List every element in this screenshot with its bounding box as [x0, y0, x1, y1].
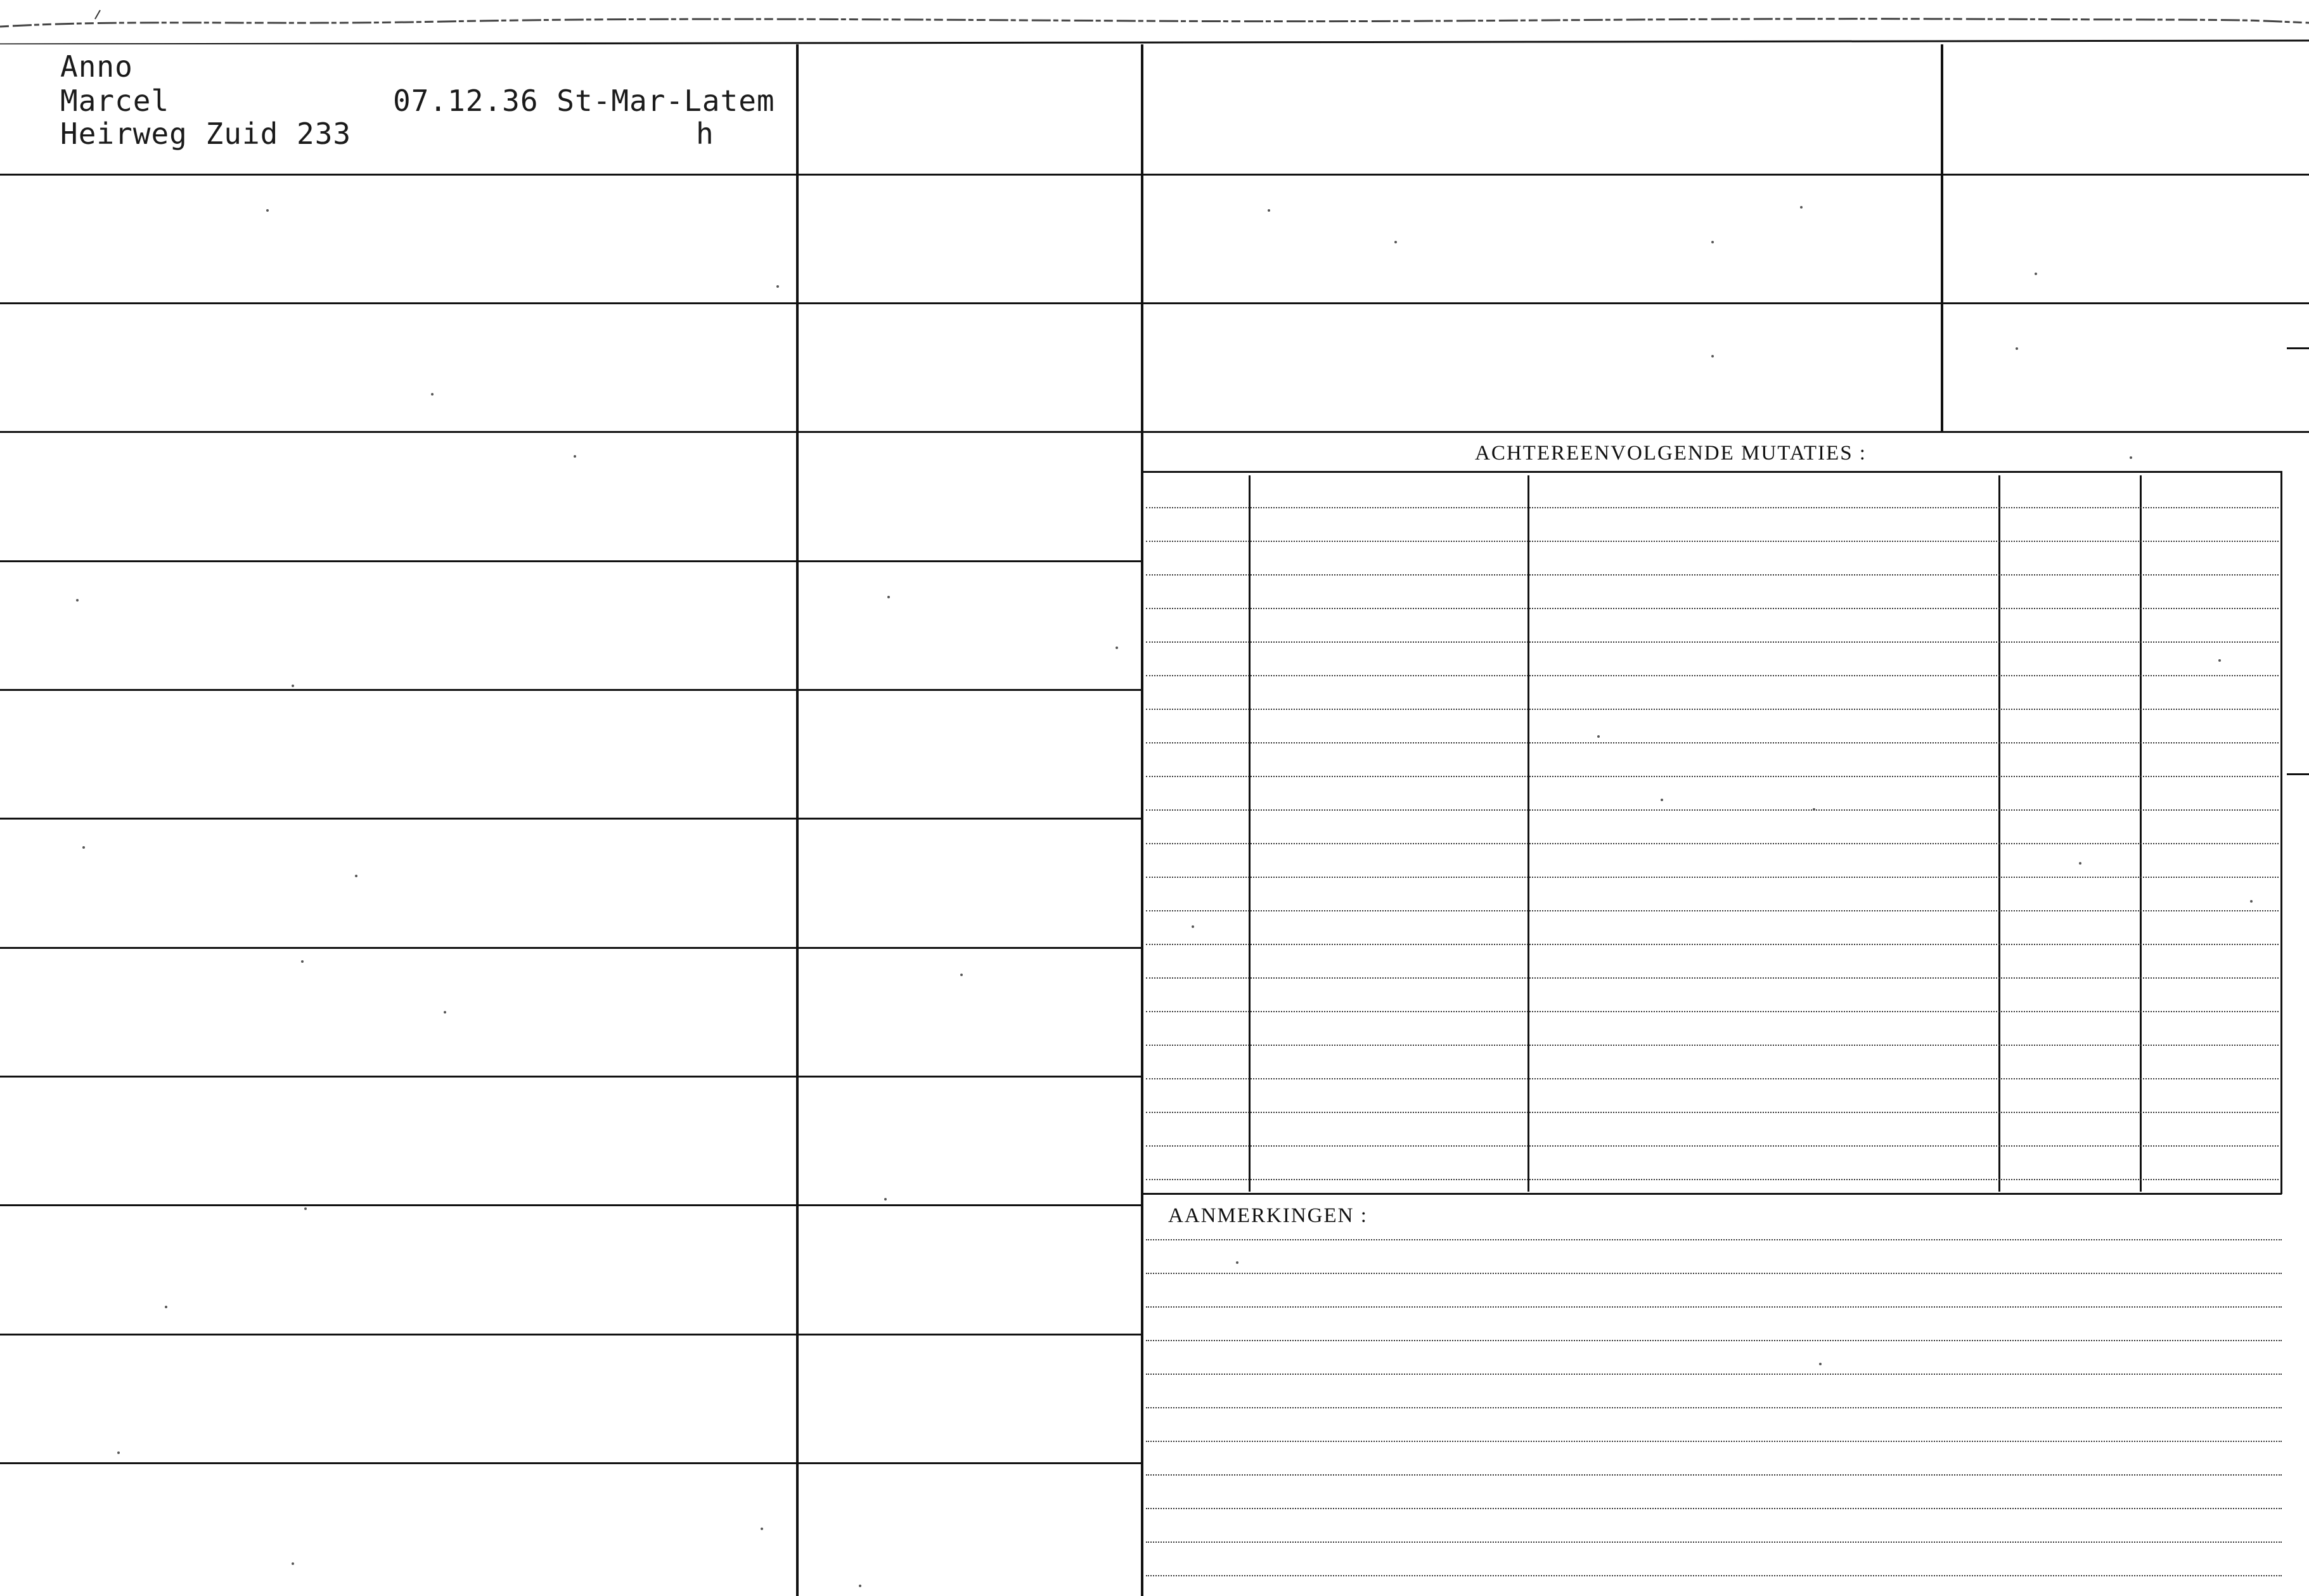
remarks-dotted-rule	[1146, 1508, 2282, 1509]
scan-speck	[884, 1198, 887, 1200]
scan-speck	[1711, 241, 1714, 243]
column-line	[2280, 471, 2282, 1194]
scan-speck	[574, 455, 576, 458]
scan-speck	[859, 1585, 861, 1587]
mutations-dotted-rule	[1146, 1078, 2279, 1079]
mutations-dotted-rule	[1146, 1011, 2279, 1012]
scan-speck	[301, 960, 304, 963]
mutations-dotted-rule	[1146, 977, 2279, 979]
remarks-dotted-rule	[1146, 1541, 2282, 1543]
row-line	[0, 1204, 796, 1206]
mutations-dotted-rule	[1146, 1179, 2279, 1180]
remarks-dotted-rule	[1146, 1239, 2282, 1240]
scan-speck	[444, 1011, 446, 1014]
row-line	[0, 818, 796, 820]
row-line	[797, 1462, 1141, 1464]
scan-speck	[82, 846, 85, 849]
mutations-dotted-rule	[1146, 574, 2279, 576]
scan-speck	[761, 1528, 763, 1530]
first-name-text: Marcel	[60, 84, 170, 118]
row-line	[0, 689, 796, 691]
remarks-dotted-rule	[1146, 1575, 2282, 1576]
mutations-dotted-rule	[1146, 541, 2279, 542]
surname-text: Anno	[60, 49, 133, 84]
remarks-dotted-rule	[1146, 1407, 2282, 1408]
mutations-column-line	[1249, 475, 1251, 1192]
scan-speck	[76, 599, 79, 602]
column-line	[1941, 44, 1943, 433]
scan-speck	[776, 285, 779, 288]
row-line	[0, 1462, 796, 1464]
scan-speck	[355, 875, 357, 877]
scan-speck	[2016, 347, 2018, 350]
column-line	[796, 44, 799, 1596]
scan-speck	[1661, 799, 1663, 801]
mutations-dotted-rule	[1146, 709, 2279, 710]
remarks-heading: AANMERKINGEN :	[1168, 1204, 1368, 1227]
row-line	[0, 1076, 796, 1078]
mutations-heading: ACHTEREENVOLGENDE MUTATIES :	[1475, 442, 1867, 465]
row-line	[1142, 302, 2309, 304]
row-line	[797, 1204, 1141, 1206]
scan-speck	[1597, 735, 1600, 738]
scan-speck	[1116, 647, 1118, 649]
row-line	[797, 947, 1141, 949]
row-line	[0, 560, 796, 562]
row-line	[797, 689, 1141, 691]
mutations-dotted-rule	[1146, 944, 2279, 945]
row-line	[797, 302, 1141, 304]
mutations-dotted-rule	[1146, 1112, 2279, 1113]
row-line	[797, 174, 1141, 176]
scan-speck	[1236, 1261, 1238, 1264]
mutations-dotted-rule	[1146, 877, 2279, 878]
row-line	[1142, 431, 2309, 433]
margin-tick	[2287, 347, 2309, 349]
mutations-dotted-rule	[1146, 641, 2279, 643]
mutations-dotted-rule	[1146, 843, 2279, 844]
remarks-dotted-rule	[1146, 1474, 2282, 1476]
scan-speck	[887, 596, 890, 598]
scan-speck	[2130, 456, 2132, 459]
scan-speck	[1813, 808, 1815, 811]
row-line	[797, 1076, 1141, 1078]
mutations-top-line	[1142, 471, 2282, 473]
mutations-bottom-line	[1142, 1193, 2282, 1195]
scan-speck	[1192, 925, 1194, 928]
mutations-dotted-rule	[1146, 675, 2279, 676]
mutations-dotted-rule	[1146, 507, 2279, 508]
remarks-dotted-rule	[1146, 1306, 2282, 1308]
mutations-dotted-rule	[1146, 809, 2279, 811]
row-line	[1142, 174, 2309, 176]
mutations-column-line	[2140, 475, 2142, 1192]
row-line	[797, 818, 1141, 820]
street-address-text: Heirweg Zuid 233	[60, 117, 352, 151]
remarks-dotted-rule	[1146, 1273, 2282, 1274]
margin-tick	[2287, 773, 2309, 775]
scan-speck	[1819, 1363, 1822, 1365]
scan-speck	[117, 1451, 120, 1454]
scan-speck	[292, 685, 294, 687]
scan-speck	[2218, 659, 2221, 662]
scan-speck	[960, 974, 963, 976]
remarks-dotted-rule	[1146, 1340, 2282, 1341]
scan-speck	[165, 1306, 167, 1308]
marker-text: h	[696, 117, 714, 151]
column-line	[1141, 44, 1143, 1596]
scan-speck	[2079, 862, 2081, 865]
scan-edge	[0, 0, 2309, 44]
scan-speck	[292, 1562, 294, 1565]
mutations-dotted-rule	[1146, 742, 2279, 743]
row-line	[0, 302, 796, 304]
scan-speck	[1711, 355, 1714, 357]
scan-speck	[2035, 273, 2037, 275]
mutations-dotted-rule	[1146, 1045, 2279, 1046]
scan-speck	[2250, 900, 2253, 903]
row-line	[0, 174, 796, 176]
scan-speck	[431, 393, 434, 396]
row-line	[0, 1334, 796, 1335]
remarks-dotted-rule	[1146, 1441, 2282, 1442]
mutations-dotted-rule	[1146, 1145, 2279, 1147]
row-line	[797, 560, 1141, 562]
mutations-dotted-rule	[1146, 776, 2279, 777]
scan-speck	[1800, 206, 1803, 209]
row-line	[797, 431, 1141, 433]
mutations-dotted-rule	[1146, 910, 2279, 911]
remarks-dotted-rule	[1146, 1374, 2282, 1375]
row-line	[0, 431, 796, 433]
mutations-column-line	[1528, 475, 1529, 1192]
row-line	[0, 947, 796, 949]
row-line	[797, 1334, 1141, 1335]
scan-speck	[1268, 209, 1270, 212]
scan-speck	[304, 1207, 307, 1210]
scan-speck	[1394, 241, 1397, 243]
birth-date-place-text: 07.12.36 St-Mar-Latem	[393, 84, 775, 118]
mutations-column-line	[1998, 475, 2000, 1192]
scan-speck	[266, 209, 269, 212]
mutations-dotted-rule	[1146, 608, 2279, 609]
